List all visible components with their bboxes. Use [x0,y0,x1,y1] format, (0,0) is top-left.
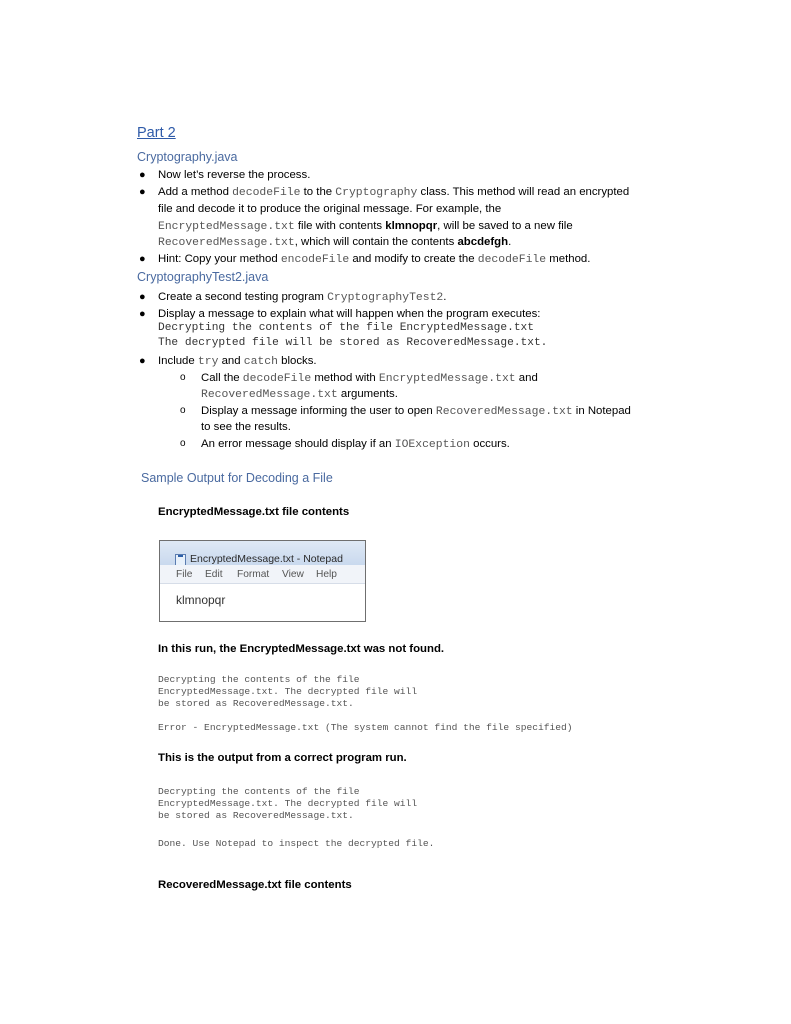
run1-console-line: Decrypting the contents of the file [158,674,360,685]
bullet-display-message: Display a message to explain what will happen when the program executes: [158,308,541,320]
bullet-hint: Hint: Copy your method encodeFile and modify to create the decodeFile method. [158,253,591,266]
sub-bullet-marker: o [180,438,186,449]
sample-output-title: Sample Output for Decoding a File [141,471,333,485]
sub-error-message: An error message should display if an IOException occurs. [201,438,510,451]
bullet-marker: ● [139,169,146,181]
run2-console-line: be stored as RecoveredMessage.txt. [158,810,354,821]
encrypted-file-caption: EncryptedMessage.txt file contents [158,506,350,518]
notepad-menubar [160,565,365,584]
sub-call-decode-line2: RecoveredMessage.txt arguments. [201,388,398,401]
bullet-marker: ● [139,355,146,367]
notepad-content[interactable]: klmnopqr [176,593,226,607]
menu-file[interactable]: File [176,569,193,580]
run1-caption: In this run, the EncryptedMessage.txt was not found. [158,643,445,655]
menu-help[interactable]: Help [316,569,337,580]
bullet-create-test: Create a second testing program CryptographyTest2. [158,291,447,304]
bullet-add-method-line2: file and decode it to produce the original message. For example, the [158,203,502,215]
bullet-reverse-process: Now let’s reverse the process. [158,169,311,181]
bullet-marker: ● [139,291,146,303]
cryptography-section-title: Cryptography.java [137,150,238,164]
sub-display-message-line1: Display a message informing the user to open RecoveredMessage.txt in Notepad [201,405,631,418]
bullet-add-method-line3: EncryptedMessage.txt file with contents klmnopqr, will be saved to a new file [158,220,573,233]
bullet-add-method-line1: Add a method decodeFile to the Cryptography class. This method will read an encrypted [158,186,630,199]
menu-view[interactable]: View [282,569,304,580]
bullet-add-method-line4: RecoveredMessage.txt, which will contain the contents abcdefgh. [158,236,512,249]
notepad-title: EncryptedMessage.txt - Notepad [190,553,343,565]
run2-caption: This is the output from a correct program run. [158,752,407,764]
test-section-title: CryptographyTest2.java [137,270,269,284]
code-line-stored: The decrypted file will be stored as RecoveredMessage.txt. [158,337,548,349]
notepad-window [159,540,366,622]
run1-console-line: EncryptedMessage.txt. The decrypted file will [158,686,418,697]
bullet-marker: ● [139,308,146,320]
sub-call-decode-line1: Call the decodeFile method with EncryptedMessage.txt and [201,372,538,385]
recovered-file-caption: RecoveredMessage.txt file contents [158,879,352,891]
menu-edit[interactable]: Edit [205,569,223,580]
sub-display-message-line2: to see the results. [201,421,291,433]
sub-bullet-marker: o [180,372,186,383]
menu-format[interactable]: Format [237,569,270,580]
notepad-titlebar [160,541,365,565]
run1-console-line: be stored as RecoveredMessage.txt. [158,698,354,709]
sub-bullet-marker: o [180,405,186,416]
run1-error-line: Error - EncryptedMessage.txt (The system cannot find the file specified) [158,722,573,733]
bullet-marker: ● [139,186,146,198]
bullet-try-catch: Include try and catch blocks. [158,355,317,368]
code-line-decrypting: Decrypting the contents of the file EncryptedMessage.txt [158,322,534,334]
run2-done-line: Done. Use Notepad to inspect the decrypted file. [158,838,435,849]
run2-console-line: EncryptedMessage.txt. The decrypted file will [158,798,418,809]
page-heading: Part 2 [137,125,176,141]
bullet-marker: ● [139,253,146,265]
run2-console-line: Decrypting the contents of the file [158,786,360,797]
